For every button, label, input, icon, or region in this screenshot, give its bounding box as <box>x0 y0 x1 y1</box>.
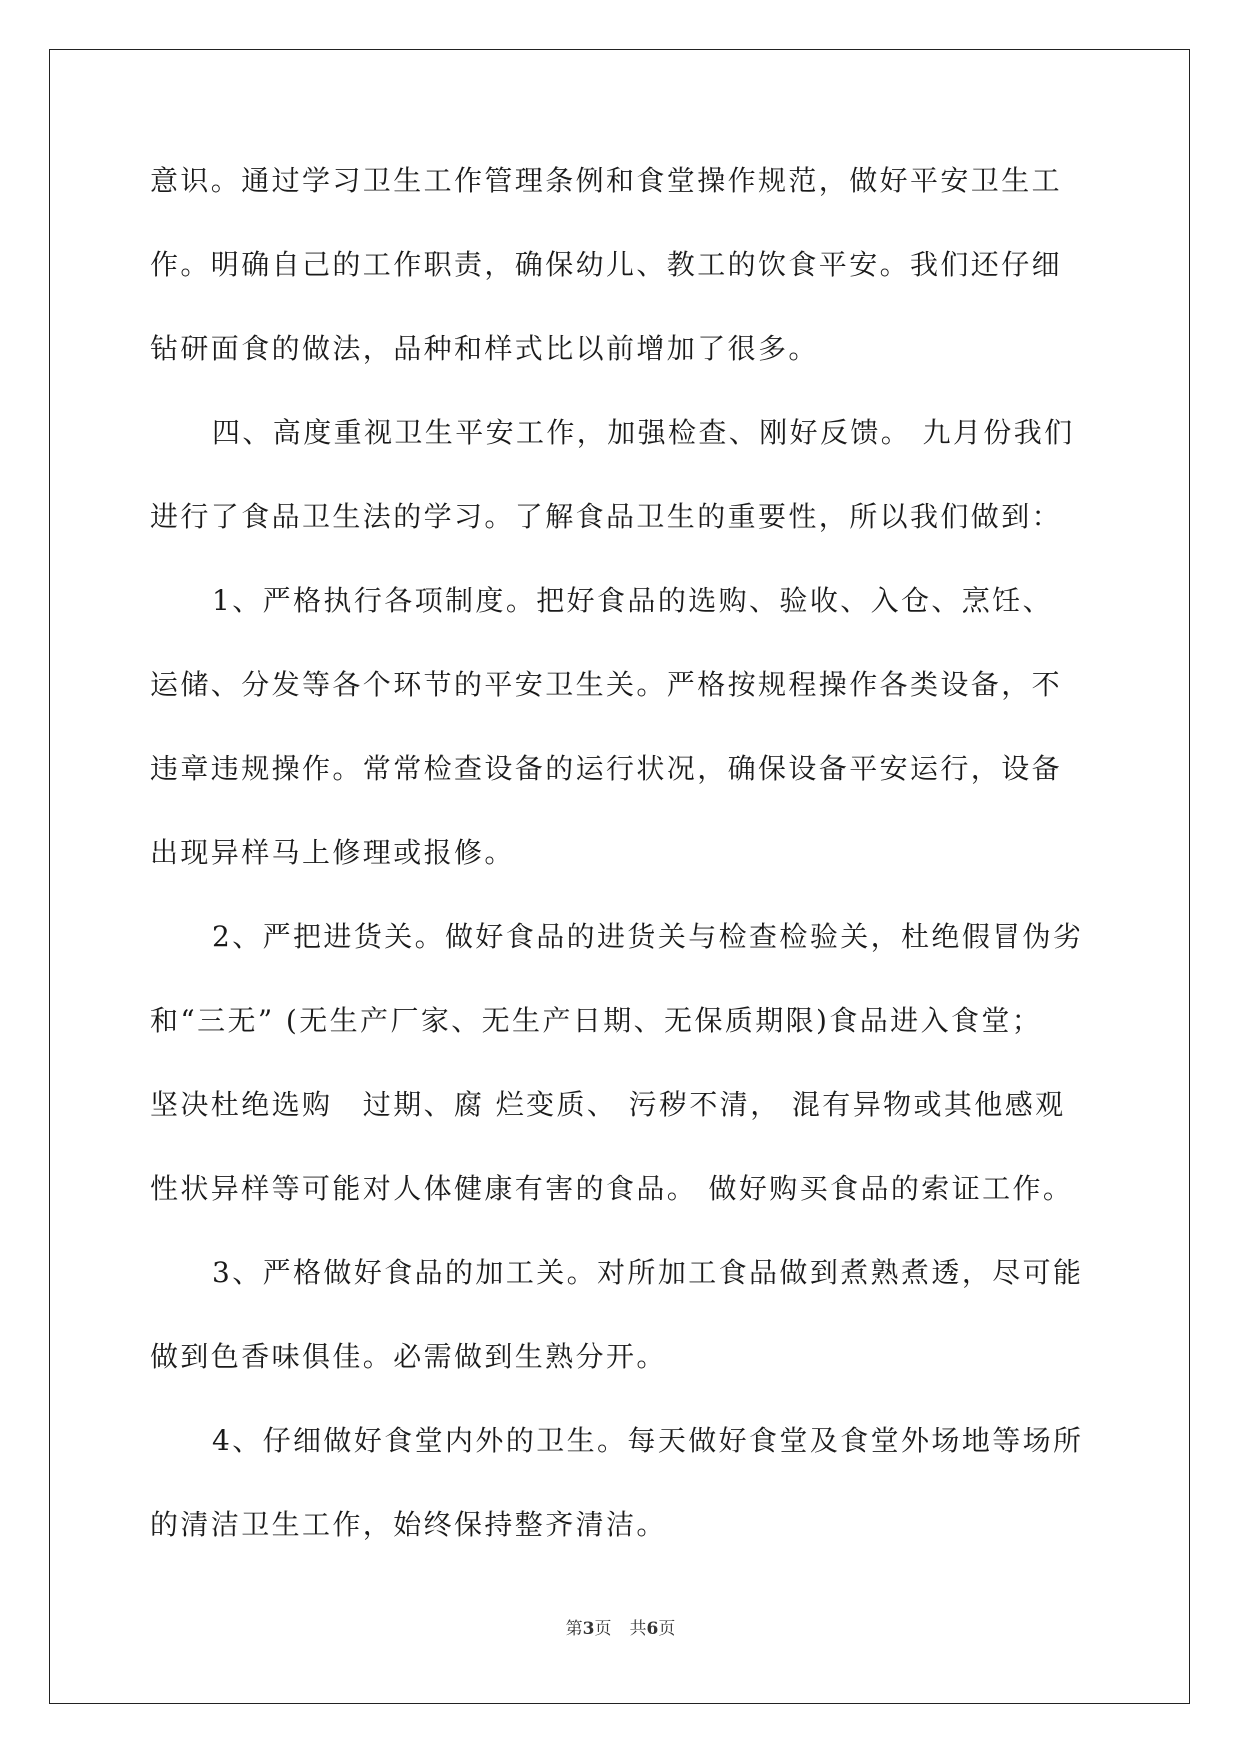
page-footer <box>0 1614 1241 1639</box>
paragraph-start-line: 4、仔细做好食堂内外的卫生。每天做好食堂及食堂外场地等场所 <box>212 1424 1084 1457</box>
text-line: 作。明确自己的工作职责，确保幼儿、教工的饮食平安。我们还仔细 <box>150 248 1063 281</box>
text-line: 钻研面食的做法，品种和样式比以前增加了很多。 <box>150 332 819 365</box>
text-line: 做到色香味俱佳。必需做到生熟分开。 <box>150 1340 667 1373</box>
text-line: 的清洁卫生工作，始终保持整齐清洁。 <box>150 1508 667 1541</box>
page-label-prefix: 第 <box>565 1619 583 1639</box>
page-label-suffix: 页 <box>594 1619 612 1639</box>
page-number: 3 <box>582 1619 595 1639</box>
total-pages: 6 <box>646 1619 659 1639</box>
text-line: 和“三无” (无生产厂家、无生产日期、无保质期限)食品进入食堂； <box>150 1004 1043 1037</box>
text-line: 坚决杜绝选购 过期、腐 烂变质、 污秽不清， 混有异物或其他感观 <box>150 1088 1066 1121</box>
text-line: 性状异样等可能对人体健康有害的食品。 做好购买食品的索证工作。 <box>150 1172 1074 1205</box>
total-label-suffix: 页 <box>658 1619 676 1639</box>
text-line: 意识。通过学习卫生工作管理条例和食堂操作规范，做好平安卫生工 <box>150 164 1063 197</box>
paragraph-start-line: 四、高度重视卫生平安工作，加强检查、刚好反馈。 九月份我们 <box>212 416 1075 449</box>
text-line: 进行了食品卫生法的学习。了解食品卫生的重要性，所以我们做到： <box>150 500 1063 533</box>
document-body <box>150 158 1090 1586</box>
paragraph-start-line: 1、严格执行各项制度。把好食品的选购、验收、入仓、烹饪、 <box>212 584 1054 617</box>
paragraph-start-line: 3、严格做好食品的加工关。对所加工食品做到煮熟煮透，尽可能 <box>212 1256 1084 1289</box>
text-line: 出现异样马上修理或报修。 <box>150 836 515 869</box>
total-label-prefix: 共 <box>629 1619 647 1639</box>
text-line: 违章违规操作。常常检查设备的运行状况，确保设备平安运行，设备 <box>150 752 1063 785</box>
text-line: 运储、分发等各个环节的平安卫生关。严格按规程操作各类设备，不 <box>150 668 1063 701</box>
paragraph-start-line: 2、严把进货关。做好食品的进货关与检查检验关，杜绝假冒伪劣 <box>212 920 1084 953</box>
